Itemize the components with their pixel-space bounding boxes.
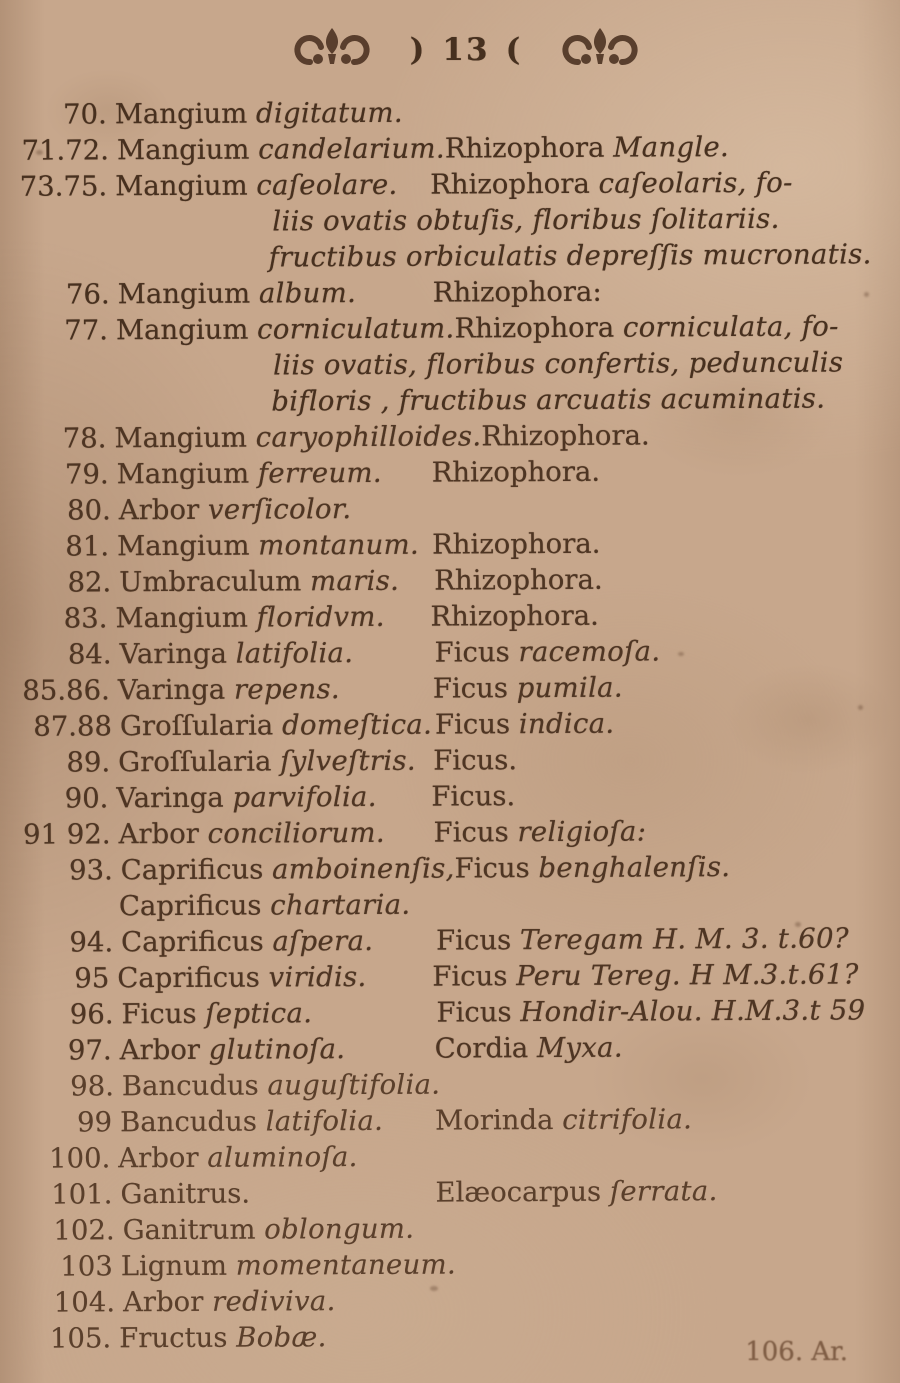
index-entry-row (2, 1172, 900, 1213)
index-entry-row (2, 1028, 900, 1069)
index-entry-row (3, 848, 900, 889)
index-entry-row (0, 308, 898, 349)
entry-linnaean-name: Ficus benghalenſis. (454, 851, 731, 885)
entry-linnaean-name: Ficus. (433, 744, 518, 777)
entry-continuation-row (0, 200, 899, 241)
index-entry-row (0, 524, 899, 565)
ink-speck (795, 922, 801, 927)
entry-number: 78. (62, 422, 107, 455)
index-entry-row (5, 1280, 900, 1321)
entry-continuation-row (0, 380, 898, 421)
entry-number: 77. (64, 314, 109, 347)
index-entry-row (0, 452, 899, 493)
entry-continuation-text: liis ovatis, floribus confertis, pedunculis (273, 346, 844, 382)
entry-number: 73.75. (19, 170, 108, 203)
entry-latin-name: Arbor aluminoſa. (118, 1141, 358, 1175)
entry-number: 98. (70, 1070, 114, 1103)
index-entry-row (0, 812, 900, 853)
entry-latin-name: Arbor verſicolor. (118, 493, 352, 527)
index-entry-row (0, 776, 898, 817)
page-number: 13 (442, 32, 490, 68)
entry-linnaean-name: Cordia Myxa. (434, 1031, 623, 1065)
entry-number: 97. (67, 1034, 112, 1067)
entry-number: 99 (76, 1106, 113, 1139)
entry-linnaean-name: Rhizophora: (432, 275, 602, 309)
entry-latin-name: Mangium corniculatum. (115, 312, 455, 347)
entry-number: 83. (63, 602, 108, 635)
ink-speck (858, 705, 863, 710)
entry-number: 87.88 (33, 710, 113, 743)
entry-linnaean-name: Rhizophora. (431, 455, 601, 489)
entry-linnaean-name: Ficus Teregam H. M. 3. t.60? (436, 922, 849, 957)
entry-latin-name: Mangium ferreum. (116, 456, 382, 491)
entry-number: 104. (53, 1286, 116, 1319)
entry-linnaean-name: Ficus pumila. (432, 671, 623, 705)
entry-number: 89. (66, 746, 111, 779)
index-entry-row (0, 668, 900, 709)
index-entry-row (0, 740, 900, 781)
entry-number: 70. (62, 98, 107, 131)
entry-number: 102. (53, 1214, 115, 1247)
entry-latin-name: Lignum momentaneum. (120, 1248, 457, 1283)
fleuron-ornament-left-icon (284, 24, 380, 76)
entry-linnaean-name: Rhizophora. (431, 527, 601, 561)
entry-number: 91 92. (23, 818, 111, 851)
entry-latin-name: Groſſularia domeſtica. (119, 708, 433, 743)
entry-continuation-row (0, 236, 896, 277)
entry-latin-name: Bancudus auguſtifolia. (121, 1068, 441, 1103)
entry-linnaean-name: Elæocarpus ſerrata. (435, 1175, 718, 1209)
entry-latin-name: Umbraculum maris. (119, 564, 400, 599)
entry-linnaean-name: Ficus religioſa: (433, 815, 647, 849)
entry-latin-name: Bancudus latifolia. (119, 1104, 384, 1139)
index-entry-row (2, 632, 900, 673)
ink-speck (864, 292, 869, 297)
entry-continuation-text: liis ovatis obtuſis, floribus ſolitariis. (272, 202, 780, 238)
entry-number: 85.86. (22, 674, 110, 707)
entry-linnaean-name: Rhizophora. (481, 419, 650, 453)
entry-number: 82. (67, 566, 112, 599)
entry-number: 103 (60, 1250, 113, 1283)
entry-number: 94. (69, 926, 114, 959)
entry-linnaean-name: Rhizophora. (434, 563, 603, 597)
index-entry-row (2, 704, 900, 745)
fleuron-ornament-right-icon (552, 24, 648, 76)
entry-number: 100. (48, 1142, 111, 1175)
index-entry-row (5, 1208, 900, 1249)
entry-latin-name: Varinga parvifolia. (116, 780, 377, 815)
entry-number: 105. (49, 1322, 112, 1355)
entry-linnaean-name: Ficus Hondir-Alou. H.M.3.t 59 (436, 994, 866, 1029)
entry-linnaean-name: Ficus racemoſa. (434, 635, 661, 669)
entry-linnaean-name: Rhizophora. (430, 599, 599, 633)
entry-linnaean-name: Rhizophora Mangle. (444, 131, 730, 165)
entry-number: 95 (74, 962, 110, 995)
entry-linnaean-name: Ficus Peru Tereg. H M.3.t.61? (432, 958, 859, 993)
entry-latin-name: Arbor conciliorum. (118, 816, 386, 851)
entry-latin-name: Mangium digitatum. (114, 96, 403, 131)
entry-latin-name: Varinga repens. (117, 673, 340, 707)
entry-latin-name: Arbor glutinoſa. (119, 1033, 346, 1067)
entry-continuation-text: fructibus orbiculatis depreſſis mucronatis. (268, 238, 872, 274)
entry-linnaean-name: Rhizophora corniculata, fo- (454, 310, 839, 345)
index-entry-row (0, 416, 897, 457)
index-entry-row (4, 1064, 900, 1105)
index-entry-row (0, 956, 899, 997)
entry-latin-name: Ganitrus. (120, 1177, 251, 1211)
entry-latin-name: Mangium album. (117, 277, 357, 311)
index-entry-row (0, 596, 898, 637)
entry-latin-name: Caprificus viridis. (117, 960, 367, 995)
entry-latin-name: Mangium montanum. (116, 528, 420, 563)
entry-number (1, 915, 119, 916)
entry-latin-name: Caprificus amboinenſis, (120, 852, 455, 887)
entry-latin-name: Mangium candelarium. (116, 132, 445, 167)
entry-latin-name: Mangium caryophilloides. (114, 420, 482, 455)
entry-latin-name: Caprificus aſpera. (121, 924, 374, 959)
entry-linnaean-name: Ficus. (431, 780, 516, 813)
index-entry-row (1, 884, 900, 925)
entry-number: 81. (65, 530, 110, 563)
entry-latin-name: Caprificus chartaria. (118, 888, 411, 923)
entry-number: 90. (64, 782, 109, 815)
entry-continuation-row (0, 344, 900, 385)
page-number-group (410, 32, 522, 68)
entry-latin-name: Fructus Bobæ. (119, 1321, 327, 1355)
index-entry-row (3, 920, 900, 961)
index-entry-list (0, 92, 900, 1357)
entry-latin-name: Arbor rediviva. (122, 1285, 336, 1319)
index-entry-row (0, 164, 897, 205)
index-entry-row (0, 92, 897, 133)
entry-latin-name: Mangium floridvm. (115, 600, 385, 635)
entry-number: 84. (67, 638, 112, 671)
entry-linnaean-name: Morinda citrifolia. (434, 1103, 693, 1137)
index-entry-row (3, 1244, 900, 1285)
entry-linnaean-name: Rhizophora caſeolaris, fo- (430, 166, 793, 201)
entry-number: 101. (51, 1178, 113, 1211)
index-entry-row (1, 488, 900, 529)
entry-number: 76. (65, 278, 110, 311)
entry-latin-name: Mangium caſeolare. (115, 168, 398, 203)
entry-number: 80. (67, 494, 111, 527)
entry-number: 79. (64, 458, 109, 491)
index-entry-row (1, 560, 900, 601)
index-entry-row (0, 272, 900, 313)
index-entry-row (0, 1136, 900, 1177)
page-number-paren-close: ( (505, 32, 523, 68)
page-number-paren-open: ) (409, 32, 427, 68)
ink-speck (678, 652, 684, 656)
entry-number: 71.72. (21, 134, 110, 167)
entry-linnaean-name: Ficus indica. (434, 707, 615, 741)
entry-number: 93. (68, 854, 113, 887)
entry-latin-name: Varinga latifolia. (119, 637, 354, 671)
entry-latin-name: Ficus ſeptica. (121, 997, 313, 1031)
page-header (16, 24, 900, 76)
entry-number: 96. (69, 998, 114, 1031)
ink-speck (430, 1286, 438, 1291)
ink-speck (36, 150, 43, 155)
index-entry-row (0, 128, 899, 169)
entry-latin-name: Groſſularia ſylveſtris. (118, 744, 416, 779)
index-entry-row (2, 1100, 900, 1141)
catchword: 106. Ar. (745, 1337, 848, 1367)
entry-continuation-text: bifloris , fructibus arcuatis acuminatis. (271, 382, 826, 418)
entry-latin-name: Ganitrum oblongum. (122, 1212, 415, 1247)
index-entry-row (3, 992, 900, 1033)
